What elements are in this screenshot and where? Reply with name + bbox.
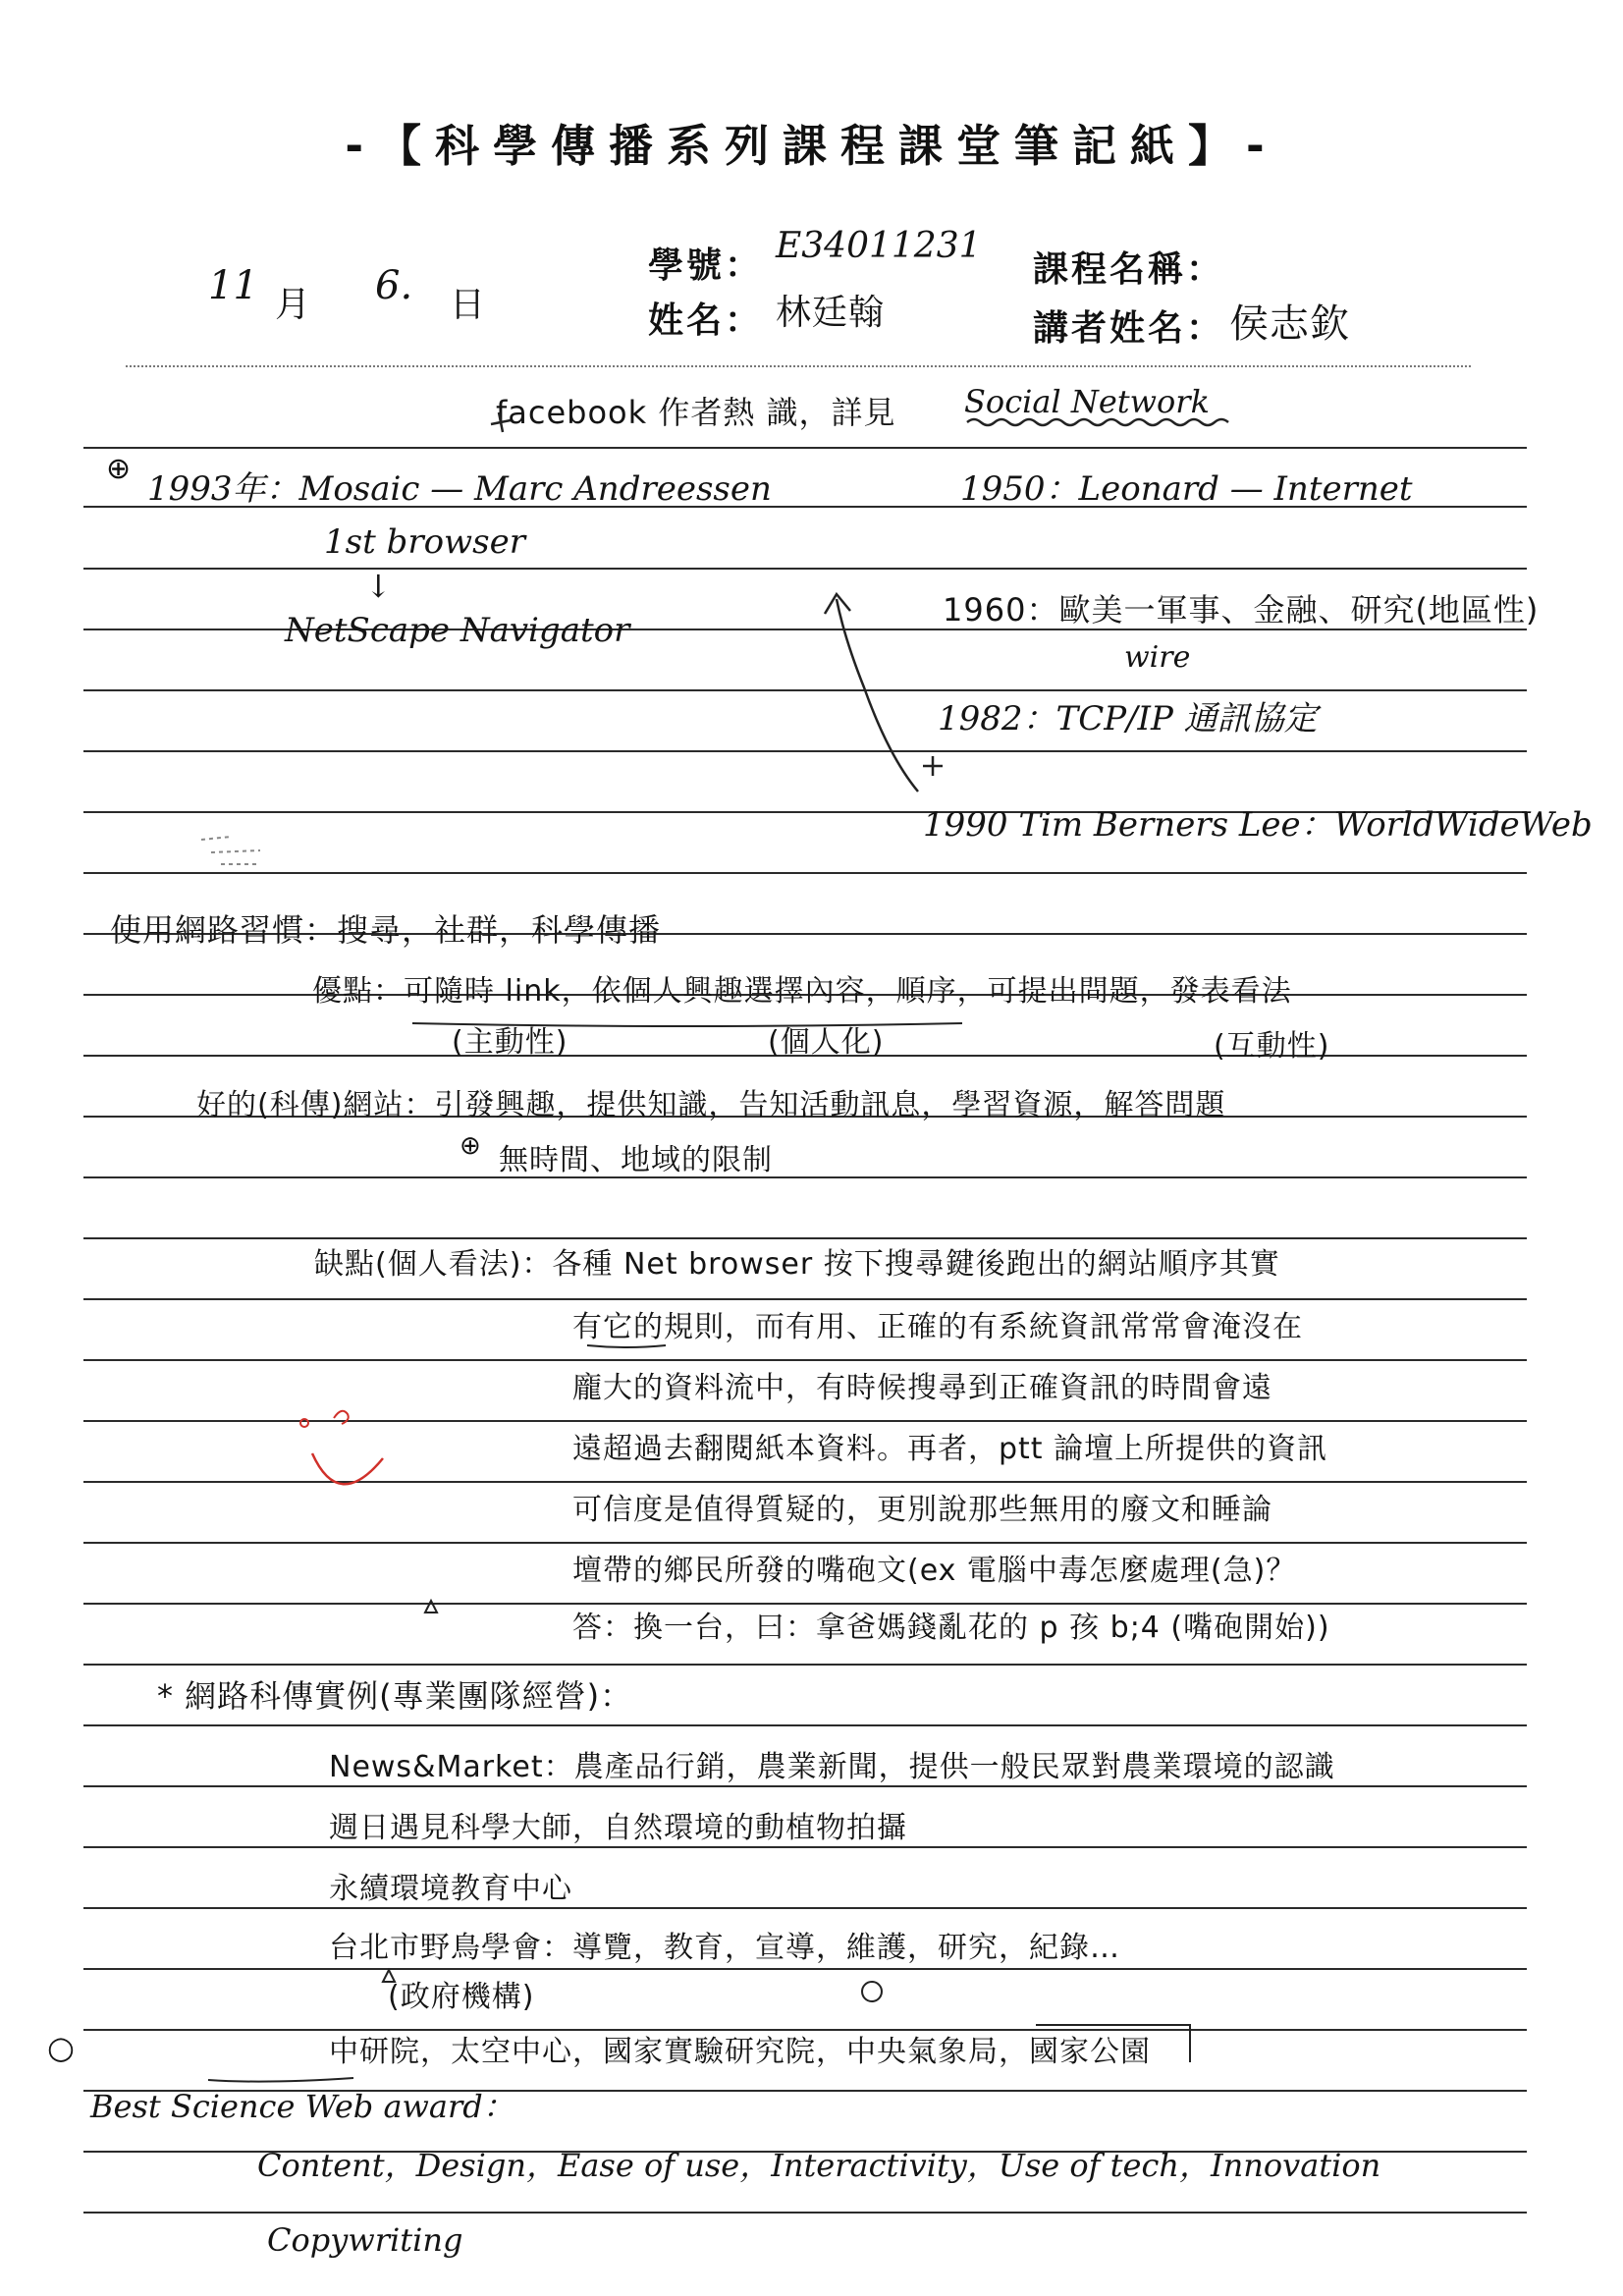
- note-no-limit: 無時間、地域的限制: [499, 1143, 773, 1177]
- note-sustain: 永續環境教育中心: [329, 1872, 572, 1906]
- note-cons-5: 可信度是值得質疑的，更別說那些無用的廢文和睡論: [572, 1493, 1272, 1527]
- note-cons-7: 答：換一台，曰：拿爸媽錢亂花的 p 孩 b;4 (嘴砲開始)): [572, 1611, 1330, 1645]
- note-pros: 優點：可隨時 link，依個人興趣選擇內容，順序，可提出問題，發表看法: [312, 974, 1292, 1009]
- circled-mark-icon: ⊕: [106, 452, 132, 486]
- note-pros-tag-interactive: (互動性): [1214, 1029, 1330, 1064]
- circled-mark-icon: ⊕: [460, 1131, 481, 1161]
- note-wire: wire: [1124, 640, 1191, 675]
- note-taipei-bird: 台北市野鳥學會：導覽，教育，宣導，維護，研究，紀錄…: [329, 1931, 1120, 1965]
- note-copywriting: Copywriting: [267, 2221, 463, 2259]
- date-day: 6.: [375, 263, 413, 308]
- smiley-eye-icon: [300, 1419, 308, 1427]
- note-cons-2: 有它的規則，而有用、正確的有系統資訊常常會淹沒在: [572, 1310, 1303, 1344]
- note-circle-mark: ○: [47, 2029, 75, 2066]
- name-label: 姓名：: [648, 301, 764, 341]
- note-cons-6: 壇帶的鄉民所發的嘴砲文(ex 電腦中毒怎麼處理(急)？: [572, 1554, 1297, 1588]
- timeline-1960: 1960：歐美一軍事、金融、研究(地區性): [943, 591, 1540, 629]
- note-arrow-down: ↓: [365, 568, 392, 605]
- note-netscape: NetScape Navigator: [285, 611, 630, 650]
- course-label: 課程名稱：: [1033, 249, 1225, 290]
- note-pros-tag-active: (主動性): [452, 1025, 568, 1060]
- note-cons-4: 遠超過去翻閱紙本資料。再者，ptt 論壇上所提供的資訊: [572, 1432, 1328, 1466]
- note-newsmarket-2: 週日遇見科學大師，自然環境的動植物拍攝: [329, 1811, 907, 1845]
- note-intro-link: Social Network: [964, 383, 1210, 420]
- note-network-title: * 網路科傳實例(專業團隊經營)：: [157, 1677, 633, 1715]
- timeline-arrow-icon: [837, 599, 918, 792]
- timeline-1950: 1950：Leonard — Internet: [960, 469, 1413, 509]
- note-newsmarket-1: News&Market：農產品行銷，農業新聞，提供一般民眾對農業環境的認識: [329, 1750, 1335, 1784]
- note-cons-1: 缺點(個人看法)：各種 Net browser 按下搜尋鍵後跑出的網站順序其實: [314, 1247, 1280, 1282]
- note-mosaic: 1993年：Mosaic — Marc Andreessen: [147, 469, 772, 509]
- note-institutions: 中研院，太空中心，國家實驗研究院，中央氣象局，國家公園: [329, 2035, 1151, 2069]
- page-title: -【科學傳播系列課程課堂筆記紙】-: [345, 120, 1278, 172]
- timeline-1982: 1982：TCP/IP 通訊協定: [938, 699, 1318, 738]
- speaker-label: 講者姓名：: [1033, 308, 1225, 349]
- note-award-items: Content，Design，Ease of use，Interactivity，Use of tech，Innovation: [257, 2147, 1381, 2184]
- note-award-title: Best Science Web award：: [90, 2088, 514, 2125]
- note-good-site: 好的(科傳)網站：引發興趣，提供知識，告知活動訊息，學習資源，解答問題: [196, 1088, 1226, 1122]
- speaker-name: 侯志欽: [1229, 301, 1350, 347]
- student-name: 林廷翰: [776, 293, 886, 333]
- timeline-1990: 1990 Tim Berners Lee：WorldWideWeb: [923, 805, 1593, 845]
- smiley-mouth-icon: [312, 1453, 383, 1484]
- smiley-eye-icon: [334, 1411, 349, 1424]
- wavy-underline-icon: [967, 419, 1228, 425]
- date-month: 11: [208, 263, 258, 308]
- student-id-label: 學號：: [648, 246, 764, 286]
- note-pros-tag-personal: (個人化): [768, 1025, 885, 1060]
- note-use-internet: 使用網路習慣：搜尋，社群，科學傳播: [110, 911, 662, 949]
- note-gov: (政府機構): [388, 1980, 535, 2014]
- note-mosaic-sub: 1st browser: [324, 522, 525, 562]
- note-intro: facebook 作者熱 識，詳見: [496, 394, 896, 431]
- note-cons-3: 龐大的資料流中，有時候搜尋到正確資訊的時間會遠: [572, 1371, 1272, 1405]
- month-label: 月: [275, 285, 314, 325]
- day-label: 日: [450, 285, 489, 325]
- student-id: E34011231: [776, 226, 982, 266]
